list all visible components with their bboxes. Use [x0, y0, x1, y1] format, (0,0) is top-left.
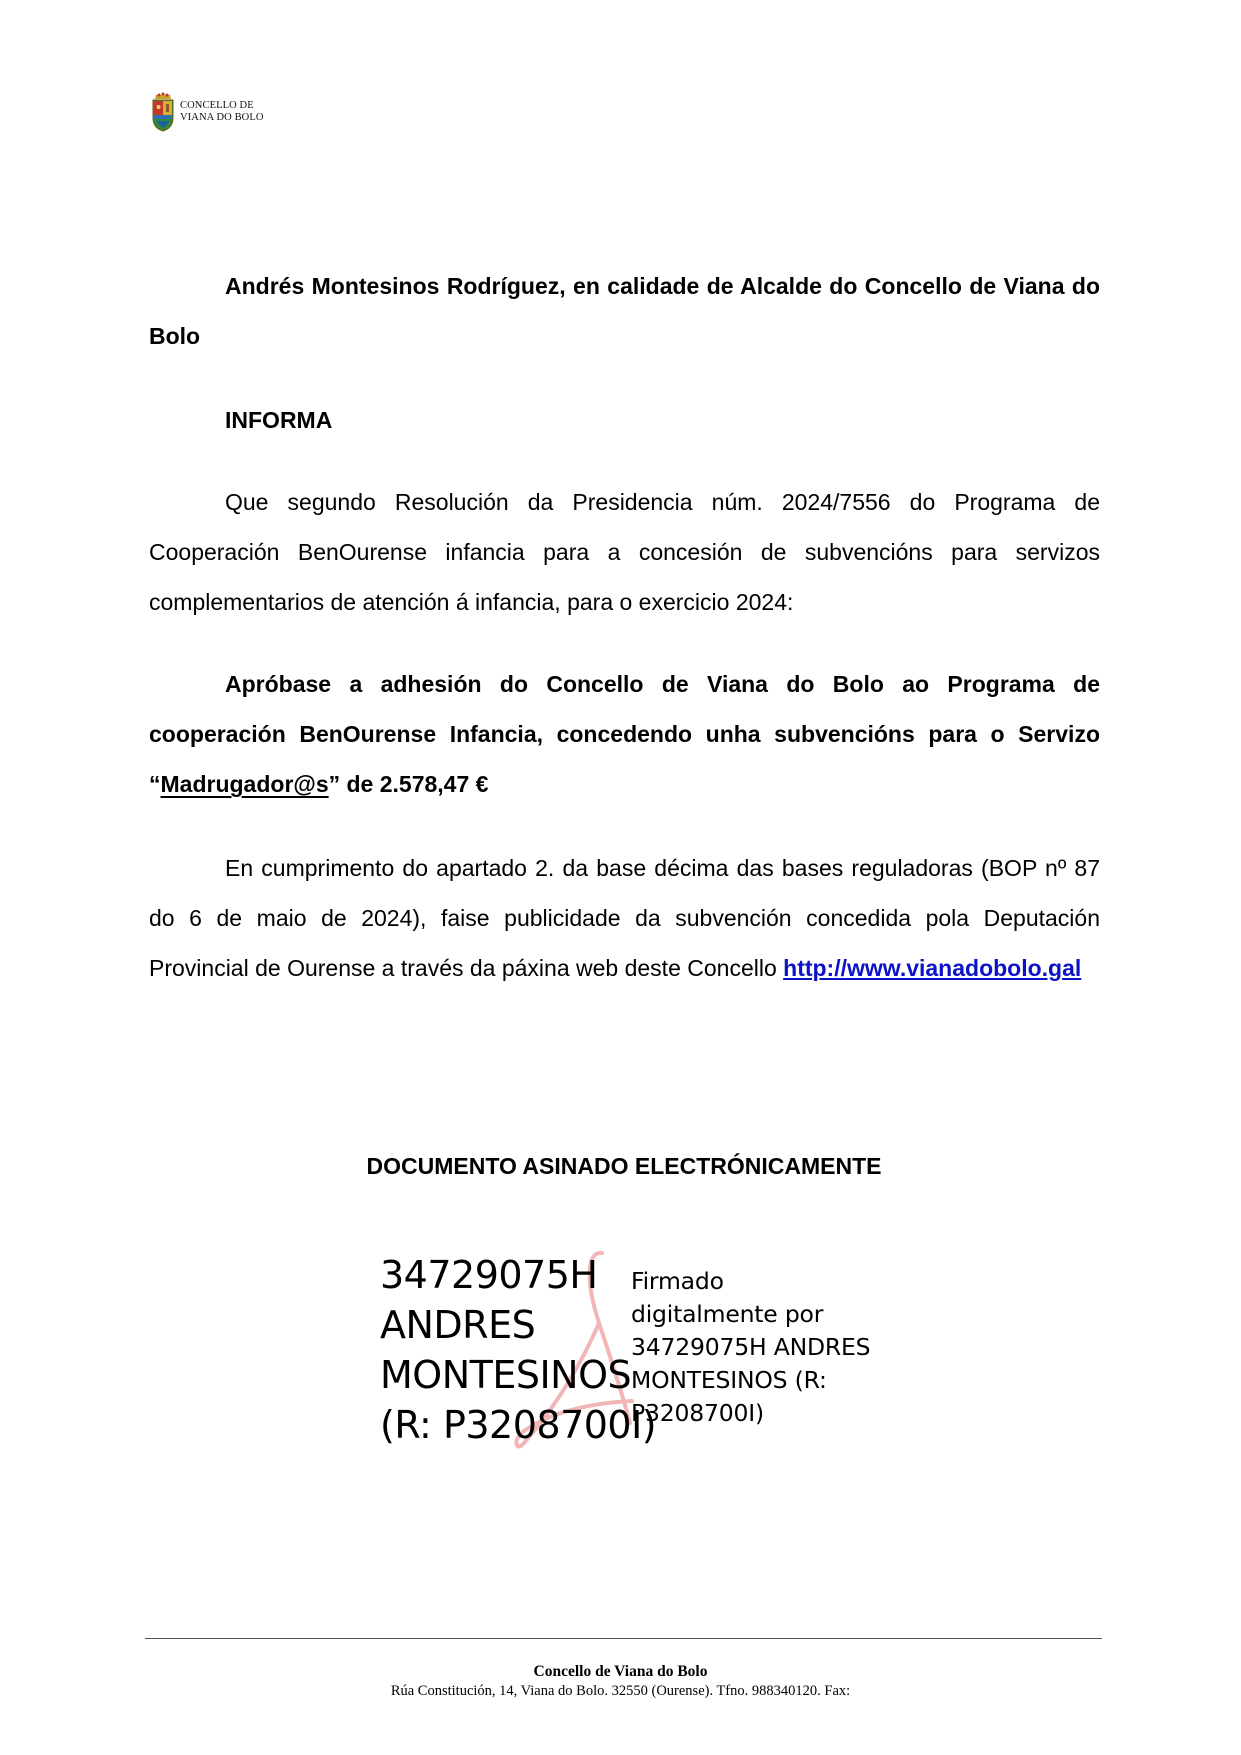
concello-logo [151, 92, 264, 132]
publicity-paragraph [149, 843, 1100, 993]
approval-text-before: Apróbase a adhesión do Concello de Viana do Bolo ao Programa de cooperación BenOurense Infancia, concedendo unha subvencións para o Servizo “ [149, 671, 1100, 797]
signature-detail-line-4: MONTESINOS (R: [631, 1366, 827, 1394]
intro-paragraph: Andrés Montesinos Rodríguez, en calidade de Alcalde do Concello de Viana do Bolo [149, 273, 1100, 349]
signature-representation: (R: P3208700I) [380, 1403, 657, 1447]
informa-heading: INFORMA [225, 407, 333, 433]
coat-of-arms-icon [151, 92, 175, 132]
resolution-paragraph: Que segundo Resolución da Presidencia núm. 2024/7556 do Programa de Cooperación BenOurense infancia para a concesión de subvencións para servizos complementarios de atención á infancia, para o exercicio 2024: [149, 489, 1100, 615]
signature-detail-line-1: Firmado [631, 1267, 724, 1295]
footer-address: Rúa Constitución, 14, Viana do Bolo. 32550 (Ourense). Tfno. 988340120. Fax: [390, 1683, 851, 1699]
signature-details-block [631, 1265, 870, 1430]
signature-first-name: ANDRES [380, 1303, 536, 1347]
signature-detail-line-2: digitalmente por [631, 1300, 824, 1328]
approval-text-after: ” de 2.578,47 € [328, 771, 489, 797]
signature-heading: DOCUMENTO ASINADO ELECTRÓNICAMENTE [366, 1153, 882, 1179]
signature-last-name: MONTESINOS [380, 1353, 632, 1397]
signature-name-block [380, 1250, 656, 1450]
publicity-text: En cumprimento do apartado 2. da base décima das bases reguladoras (BOP nº 87 do 6 de maio de 2024), faise publicidade da subvención concedida pola Deputación Provincial de Ourense a través da páxina web deste Concello [149, 855, 1100, 981]
signature-detail-line-3: 34729075H ANDRES [631, 1333, 871, 1361]
approval-paragraph [149, 659, 1100, 809]
logo-line-1: CONCELLO DE [180, 100, 254, 111]
signature-detail-line-5: P3208700I) [631, 1399, 764, 1427]
footer-divider [145, 1638, 1102, 1639]
logo-line-2: VIANA DO BOLO [180, 112, 264, 123]
signature-id: 34729075H [380, 1253, 598, 1297]
service-name: Madrugador@s [160, 771, 329, 797]
website-link[interactable]: http://www.vianadobolo.gal [783, 955, 1082, 981]
footer-name: Concello de Viana do Bolo [533, 1663, 708, 1680]
